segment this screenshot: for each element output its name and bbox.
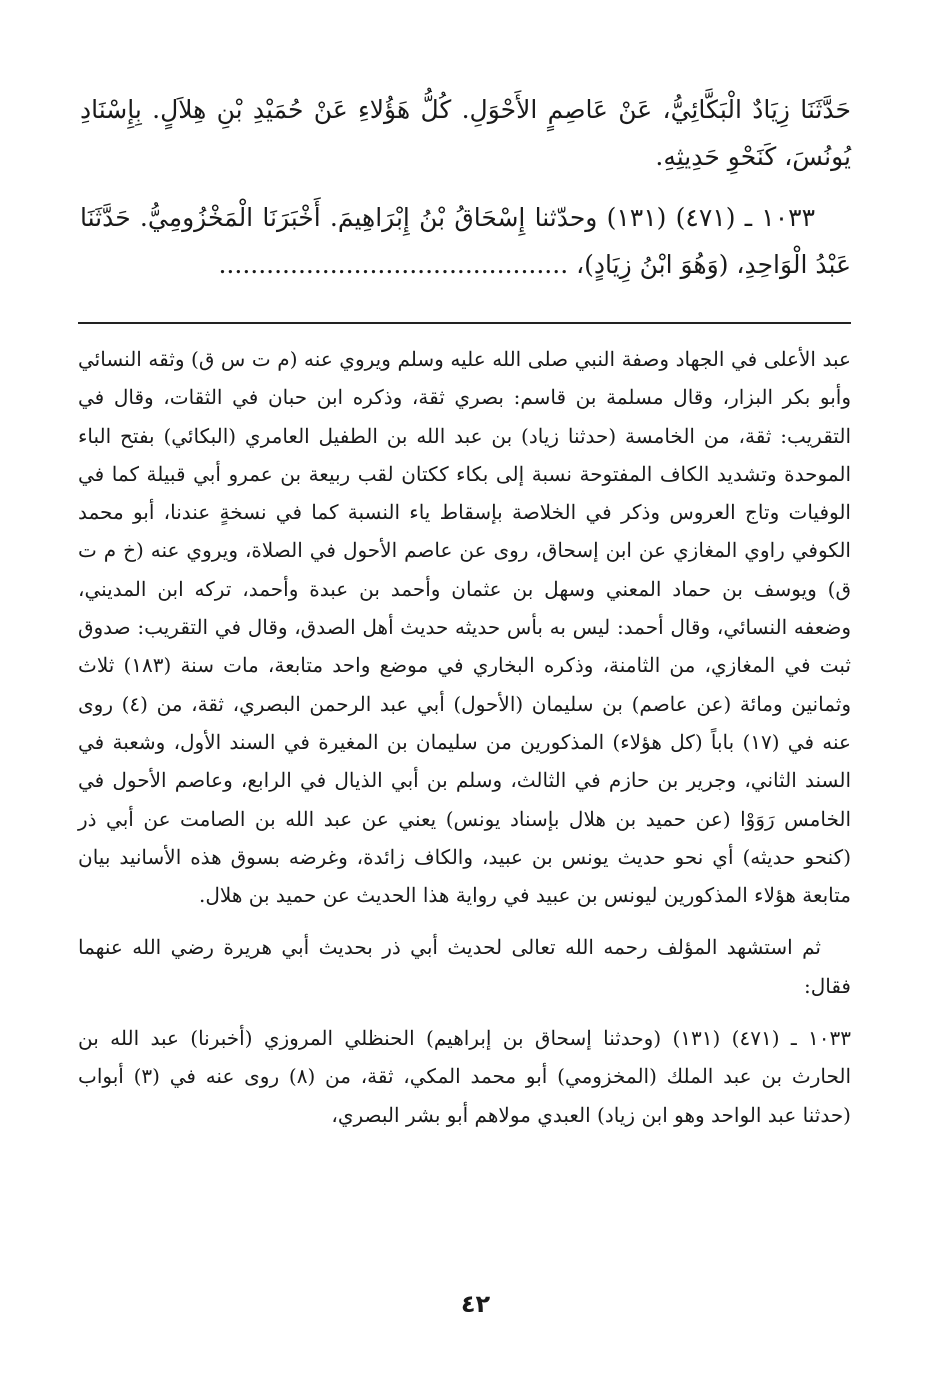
footnote-divider xyxy=(78,322,851,324)
commentary-paragraph: ثم استشهد المؤلف رحمه الله تعالى لحديث أبي ذر بحديث أبي هريرة رضي الله عنهما فقال: xyxy=(78,935,851,998)
commentary-text xyxy=(78,340,851,1134)
hadith-paragraph: ١٠٣٣ ـ (٤٧١) (١٣١) وحدّثنا إِسْحَاقُ بْنُ إِبْرَاهِيمَ. أَخْبَرَنَا الْمَخْزُومِيُّ. حَدَّثَنَا عَبْدُ الْوَاحِدِ، (وَهُوَ ابْنُ زِيَادٍ)، ............................................ xyxy=(80,203,851,279)
commentary-paragraph: ١٠٣٣ ـ (٤٧١) (١٣١) (وحدثنا إسحاق بن إبراهيم) الحنظلي المروزي (أخبرنا) عبد الله بن الحارث بن عبد الملك (المخزومي) أبو محمد المكي، ثقة، من (٨) روى عنه في (٣) أبواب (حدثنا عبد الواحد وهو ابن زياد) العبدي مولاهم أبو بشر البصري، xyxy=(78,1026,852,1127)
hadith-paragraph: حَدَّثَنَا زِيَادٌ الْبَكَّائِيُّ، عَنْ عَاصِمٍ الأَحْوَلِ. كُلُّ هَؤُلاءِ عَنْ حُمَيْدِ بْنِ هِلاَلٍ. بِإِسْنَادِ يُونُسَ، كَنَحْوِ حَدِيثِهِ. xyxy=(80,95,851,171)
page-number: ٤٢ xyxy=(460,1290,491,1318)
hadith-text xyxy=(80,86,851,288)
commentary-paragraph: عبد الأعلى في الجهاد وصفة النبي صلى الله عليه وسلم ويروي عنه (م ت س ق) وثقه النسائي وأبو بكر البزار، وقال مسلمة بن قاسم: بصري ثقة، وذكره ابن حبان في الثقات، وقال في التقريب: ثقة، من الخامسة (حدثنا زياد) بن عبد الله بن الطفيل العامري (البكائي) بفتح الباء الموحدة وتشديد الكاف المفتوحة نسبة إلى بكاء ككتان لقب ربيعة بن عمرو أبي قبيلة كما في الوفيات وتاج العروس وذكر في الخلاصة بإسقاط ياء النسبة كما في نسخةٍ عندنا، أبو محمد الكوفي راوي المغازي عن ابن إسحاق، روى عن عاصم الأحول في الصلاة، ويروي عنه (خ م ت ق) ويوسف بن حماد المعني وسهل بن عثمان وأحمد بن عبدة وأحمد، تركه ابن المديني، وضعفه النسائي، وقال أحمد: ليس به بأس حديثه حديث أهل الصدق، وقال في التقريب: صدوق ثبت في المغازي، من الثامنة، وذكره البخاري في موضع واحد متابعة، مات سنة (١٨٣) ثلاث وثمانين ومائة (عن عاصم) بن سليمان (الأحول) أبي عبد الرحمن البصري، ثقة، من (٤) روى عنه في (١٧) باباً (كل هؤلاء) المذكورين من سليمان بن المغيرة في السند الأول، وشعبة في السند الثاني، وجرير بن حازم في الثالث، وسلم بن أبي الذيال في الرابع، وعاصم الأحول في الخامس رَوَوْا (عن حميد بن هلال بإسناد يونس) يعني عن عبد الله بن الصامت عن أبي ذر (كنحو حديثه) أي نحو حديث يونس بن عبيد، والكاف زائدة، وغرضه بسوق هذه الأسانيد بيان متابعة هؤلاء المذكورين ليونس بن عبيد في رواية هذا الحديث عن حميد بن هلال. xyxy=(78,347,852,908)
